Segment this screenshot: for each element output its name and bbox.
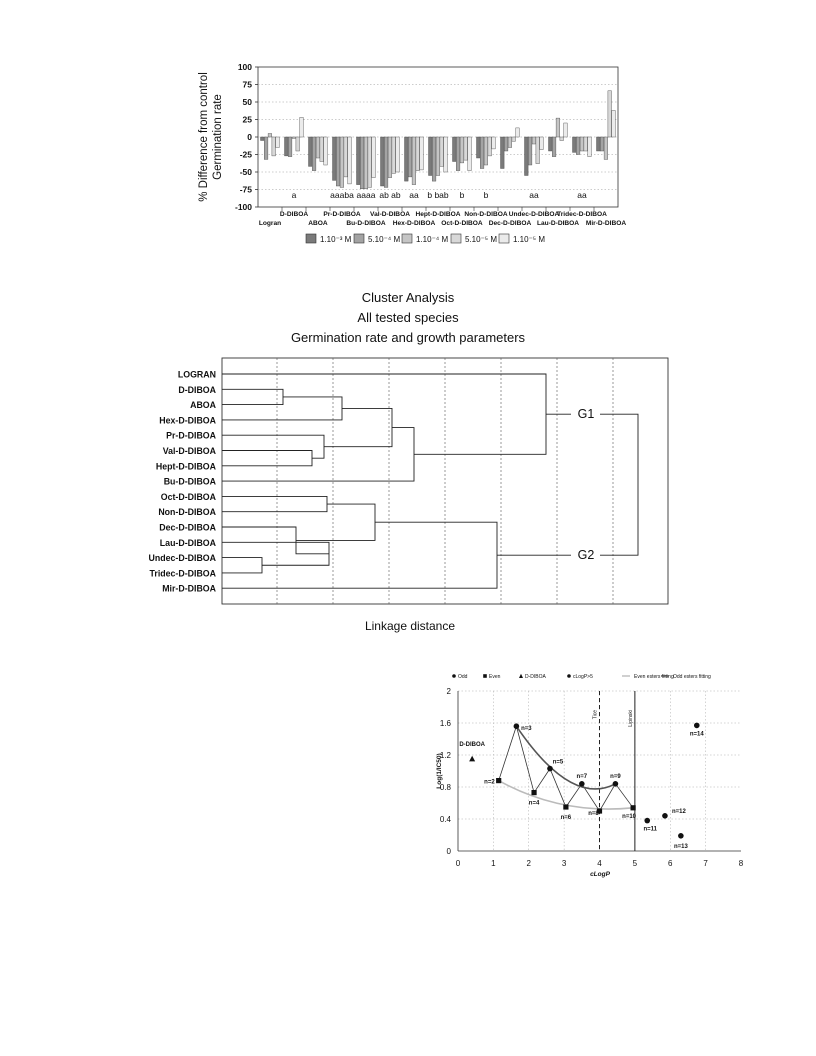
dendrogram-leaf-label: ABOA bbox=[190, 400, 216, 411]
bar bbox=[536, 137, 540, 164]
bar bbox=[416, 137, 420, 171]
bar bbox=[420, 137, 424, 170]
dendrogram-title-line: All tested species bbox=[357, 310, 459, 325]
bar bbox=[588, 137, 592, 157]
scatter-x-axis-title: cLogP bbox=[590, 871, 610, 878]
bar bbox=[484, 137, 488, 165]
bar bbox=[309, 137, 313, 166]
dendrogram-link bbox=[222, 435, 324, 458]
bar-legend-swatch bbox=[499, 234, 509, 243]
scatter-point-even bbox=[496, 778, 501, 783]
scatter-point-label: n=2 bbox=[484, 779, 495, 786]
bar-category-label: Val-D-DIBOA bbox=[370, 211, 410, 218]
bar-category-label: Oct-D-DIBOA bbox=[441, 220, 483, 227]
bar-significance-label: aaaa bbox=[356, 190, 376, 200]
scatter-legend-marker bbox=[483, 674, 487, 678]
scatter-legend-marker bbox=[567, 674, 571, 678]
dendrogram-group-label: G1 bbox=[577, 407, 595, 422]
bar bbox=[296, 137, 300, 151]
bar bbox=[429, 137, 433, 176]
dendrogram-link bbox=[296, 504, 375, 540]
bar-significance-label: b bbox=[483, 190, 489, 200]
scatter-point-even bbox=[631, 805, 636, 810]
scatter-x-tick-label: 7 bbox=[703, 859, 708, 868]
scatter-x-tick-label: 6 bbox=[668, 859, 673, 868]
scatter-legend-label: Odd esters fitting bbox=[673, 674, 711, 680]
bar-legend-label: 1.10⁻⁵ M bbox=[513, 235, 545, 244]
dendrogram-link bbox=[222, 558, 262, 573]
scatter-chart bbox=[436, 674, 744, 878]
bar bbox=[272, 137, 276, 156]
bar-legend-swatch bbox=[451, 234, 461, 243]
dendrogram-leaf-label: Non-D-DIBOA bbox=[158, 507, 216, 518]
bar bbox=[288, 137, 292, 157]
bar bbox=[488, 137, 492, 156]
scatter-y-tick-label: 0.8 bbox=[439, 783, 451, 792]
bar-y-tick-label: -25 bbox=[239, 149, 252, 160]
bar bbox=[357, 137, 361, 185]
scatter-legend-label: D-DIBOA bbox=[525, 674, 546, 680]
bar bbox=[333, 137, 337, 180]
bar bbox=[532, 137, 536, 144]
scatter-point-clogp5 bbox=[694, 723, 700, 729]
bar-legend-swatch bbox=[306, 234, 316, 243]
scatter-point-label: n=3 bbox=[521, 726, 532, 733]
scatter-y-tick-label: 2 bbox=[446, 687, 451, 696]
scatter-x-tick-label: 3 bbox=[561, 859, 567, 868]
bar bbox=[560, 137, 564, 141]
scatter-odd-fit-curve bbox=[516, 726, 615, 789]
dendrogram-link bbox=[222, 451, 312, 466]
dendrogram-x-axis-title: Linkage distance bbox=[364, 619, 456, 633]
bar bbox=[264, 137, 268, 159]
scatter-point-label: n=10 bbox=[622, 813, 637, 820]
scatter-point-label: n=14 bbox=[689, 731, 704, 738]
bar-y-tick-label: -50 bbox=[239, 167, 252, 177]
bar-y-axis-title: % Difference from control bbox=[198, 72, 210, 202]
bar-significance-label: aa bbox=[529, 190, 539, 200]
bar-category-label: Hex-D-DIBOA bbox=[392, 220, 436, 227]
scatter-point-odd bbox=[613, 781, 619, 787]
bar bbox=[584, 137, 588, 151]
scatter-point-label: n=8 bbox=[588, 811, 599, 817]
bar-category-label: Tridec-D-DIBOA bbox=[557, 211, 607, 218]
bar bbox=[292, 137, 296, 138]
bar bbox=[453, 137, 457, 162]
bar bbox=[268, 134, 272, 138]
scatter-point-clogp5 bbox=[678, 833, 684, 839]
bar bbox=[477, 137, 481, 158]
dendrogram-leaf-label: Oct-D-DIBOA bbox=[160, 491, 216, 502]
bar bbox=[372, 137, 376, 178]
dendrogram-group-label: G2 bbox=[577, 548, 595, 563]
scatter-point-odd bbox=[579, 781, 585, 787]
dendrogram-link bbox=[222, 389, 283, 404]
bar-category-label: ABOA bbox=[308, 220, 328, 227]
scatter-legend-label: Even esters fitting bbox=[634, 674, 674, 680]
scatter-y-tick-label: 1.2 bbox=[439, 751, 451, 760]
bar-legend-label: 5.10⁻⁴ M bbox=[368, 235, 401, 244]
bar bbox=[580, 137, 584, 151]
bar-category-label: Mir-D-DIBOA bbox=[585, 220, 627, 227]
bar bbox=[525, 137, 529, 176]
bar-category-label: Dec-D-DIBOA bbox=[488, 220, 532, 227]
bar bbox=[600, 137, 604, 151]
scatter-legend-marker bbox=[452, 674, 456, 678]
bar-y-axis-title-line2: Germination rate bbox=[212, 94, 224, 180]
bar-category-label: Bu-D-DIBOA bbox=[346, 220, 386, 227]
bar bbox=[444, 137, 448, 172]
scatter-x-tick-label: 2 bbox=[526, 859, 531, 868]
scatter-legend-label: cLogP>5 bbox=[573, 674, 593, 680]
bar-category-label: Pr-D-DIBOA bbox=[323, 211, 361, 218]
bar bbox=[456, 137, 460, 171]
dendrogram-leaf-label: Dec-D-DIBOA bbox=[159, 522, 216, 533]
bar bbox=[436, 137, 440, 176]
scatter-y-tick-label: 0.4 bbox=[439, 815, 451, 824]
bar bbox=[392, 137, 396, 173]
scatter-reference-line-label: Tice bbox=[592, 710, 599, 720]
bar-significance-label: aaaba bbox=[330, 190, 354, 200]
scatter-y-axis-title: Log(1/IC50) bbox=[436, 753, 443, 789]
scatter-point-label: n=13 bbox=[673, 843, 688, 850]
dendrogram-link bbox=[222, 397, 342, 420]
scatter-point-label: n=4 bbox=[528, 800, 540, 807]
bar-y-tick-label: 100 bbox=[237, 62, 252, 72]
bar bbox=[408, 137, 412, 177]
bar-significance-label: a bbox=[291, 190, 297, 200]
bar bbox=[276, 137, 280, 148]
bar bbox=[501, 137, 505, 169]
scatter-point-clogp5 bbox=[662, 813, 668, 819]
bar bbox=[368, 137, 372, 187]
bar-y-tick-label: -100 bbox=[234, 202, 252, 212]
dendrogram-leaf-label: Tridec-D-DIBOA bbox=[149, 568, 216, 579]
dendrogram-leaf-label: LOGRAN bbox=[177, 369, 216, 380]
bar bbox=[597, 137, 601, 151]
bar bbox=[320, 137, 324, 162]
bar bbox=[412, 137, 416, 185]
bar-category-label: Hept-D-DIBOA bbox=[415, 211, 461, 218]
bar bbox=[556, 118, 560, 137]
dendrogram-leaf-label: Lau-D-DIBOA bbox=[159, 537, 216, 548]
bar bbox=[344, 137, 348, 177]
dendrogram-chart bbox=[149, 290, 668, 633]
bar bbox=[396, 137, 400, 172]
scatter-point-even bbox=[563, 804, 568, 809]
dendrogram-title-line: Germination rate and growth parameters bbox=[290, 330, 526, 345]
dendrogram-link bbox=[222, 374, 546, 454]
scatter-x-tick-label: 8 bbox=[738, 859, 744, 868]
bar-y-tick-label: 75 bbox=[242, 79, 252, 90]
scatter-point-label: n=6 bbox=[560, 815, 572, 821]
scatter-point-label: n=5 bbox=[552, 759, 564, 766]
bar-y-tick-label: 0 bbox=[247, 132, 252, 142]
scatter-x-tick-label: 5 bbox=[632, 859, 638, 868]
scatter-point-label: n=9 bbox=[610, 773, 621, 780]
dendrogram-leaf-label: Hept-D-DIBOA bbox=[155, 461, 216, 472]
bar bbox=[516, 128, 520, 137]
dendrogram-leaf-label: Undec-D-DIBOA bbox=[148, 553, 216, 564]
bar bbox=[340, 137, 344, 187]
bar bbox=[608, 91, 612, 137]
bar bbox=[492, 137, 496, 149]
bar bbox=[432, 137, 436, 181]
scatter-point-label: n=11 bbox=[643, 826, 658, 833]
dendrogram-link bbox=[222, 522, 497, 588]
bar bbox=[552, 137, 556, 157]
bar-legend-swatch bbox=[402, 234, 412, 243]
bar bbox=[564, 123, 568, 137]
scatter-point-clogp5 bbox=[644, 818, 650, 824]
bar-category-label: D-DIBOA bbox=[279, 211, 309, 218]
bar bbox=[324, 137, 328, 165]
bar-legend-label: 5.10⁻⁵ M bbox=[465, 235, 497, 244]
bar bbox=[468, 137, 472, 171]
bar bbox=[348, 137, 352, 184]
bar-category-label: Non-D-DIBOA bbox=[464, 211, 508, 218]
bar bbox=[508, 137, 512, 148]
scatter-legend-label: Even bbox=[489, 674, 501, 680]
scatter-x-tick-label: 1 bbox=[491, 859, 496, 868]
bar bbox=[576, 137, 580, 155]
scatter-y-tick-label: 1.6 bbox=[439, 719, 451, 728]
bar bbox=[480, 137, 484, 169]
bar-significance-label: aa bbox=[409, 190, 419, 200]
bar bbox=[612, 110, 616, 137]
bar-significance-label: ab ab bbox=[379, 190, 401, 200]
bar bbox=[364, 137, 368, 189]
bar bbox=[316, 137, 320, 158]
dendrogram-leaf-label: D-DIBOA bbox=[178, 384, 216, 395]
dendrogram-link bbox=[222, 496, 327, 511]
bar bbox=[261, 137, 265, 141]
bar bbox=[604, 137, 608, 159]
scatter-point-label: n=7 bbox=[576, 773, 588, 780]
dendrogram-leaf-label: Mir-D-DIBOA bbox=[162, 583, 216, 594]
dendrogram-link bbox=[324, 408, 392, 446]
bar bbox=[512, 137, 516, 141]
bar-category-label: Lau-D-DIBOA bbox=[536, 220, 580, 227]
bar-category-label: Logran bbox=[258, 220, 282, 227]
scatter-reference-line-label: Lipinski bbox=[627, 710, 634, 727]
bar-significance-label: b bab bbox=[427, 190, 449, 200]
bar bbox=[285, 137, 289, 156]
bar-y-tick-label: 50 bbox=[242, 97, 252, 107]
scatter-x-tick-label: 4 bbox=[597, 859, 602, 868]
bar-y-tick-label: 25 bbox=[242, 114, 252, 125]
bar bbox=[384, 137, 388, 187]
bar bbox=[336, 137, 340, 186]
scatter-x-tick-label: 0 bbox=[455, 859, 461, 868]
bar bbox=[464, 137, 468, 160]
scatter-point-even bbox=[531, 790, 536, 795]
dendrogram-leaf-label: Val-D-DIBOA bbox=[162, 446, 216, 456]
bar bbox=[440, 137, 444, 166]
scatter-series-connector bbox=[499, 726, 633, 811]
bar bbox=[573, 137, 577, 152]
bar-legend-swatch bbox=[354, 234, 364, 243]
scatter-point-label: n=12 bbox=[671, 808, 686, 815]
bar bbox=[360, 137, 364, 189]
scatter-point-ddiboa bbox=[469, 756, 475, 762]
scatter-legend-marker bbox=[519, 674, 523, 678]
scatter-point-odd bbox=[547, 766, 553, 772]
bar-significance-label: b bbox=[459, 190, 465, 200]
bar bbox=[549, 137, 553, 151]
bar-category-label: Undec-D-DIBOA bbox=[508, 211, 560, 218]
dendrogram-leaf-label: Hex-D-DIBOA bbox=[159, 415, 216, 426]
bar bbox=[300, 117, 304, 137]
scatter-point-label: D-DIBOA bbox=[459, 742, 485, 748]
dendrogram-leaf-label: Bu-D-DIBOA bbox=[163, 476, 216, 487]
dendrogram-leaf-label: Pr-D-DIBOA bbox=[166, 430, 216, 441]
bar bbox=[312, 137, 316, 171]
bar-y-tick-label: -75 bbox=[239, 184, 252, 195]
bar bbox=[504, 137, 508, 151]
bar-chart bbox=[198, 62, 626, 244]
scatter-y-tick-label: 0 bbox=[446, 847, 451, 856]
bar bbox=[540, 137, 544, 150]
bar bbox=[405, 137, 409, 181]
bar-significance-label: aa bbox=[577, 190, 587, 200]
dendrogram-link bbox=[600, 414, 638, 555]
bar-legend-label: 1.10⁻³ M bbox=[320, 235, 352, 244]
scatter-legend-label: Odd bbox=[458, 674, 468, 680]
bar bbox=[528, 137, 532, 165]
bar bbox=[460, 137, 464, 163]
dendrogram-title-line: Cluster Analysis bbox=[361, 290, 455, 305]
scatter-point-odd bbox=[514, 723, 520, 729]
bar bbox=[388, 137, 392, 178]
bar bbox=[381, 137, 385, 186]
bar-legend-label: 1.10⁻⁴ M bbox=[416, 235, 449, 244]
